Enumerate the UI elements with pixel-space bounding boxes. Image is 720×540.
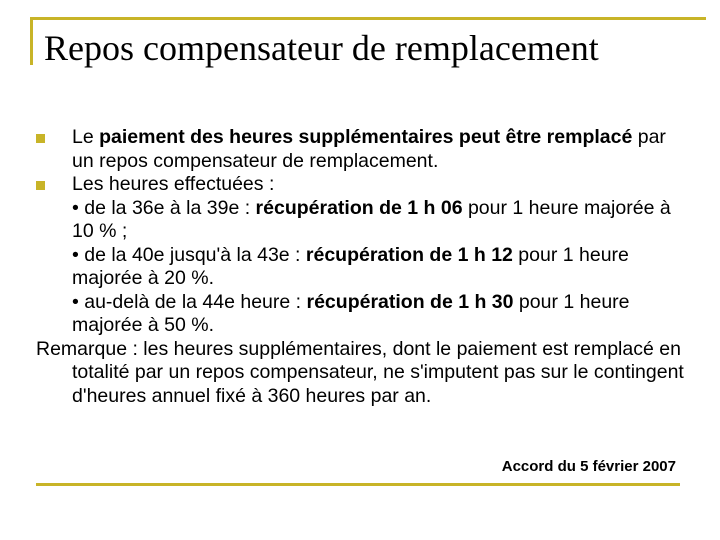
sub-text-pre: • de la 40e jusqu'à la 43e : bbox=[72, 243, 306, 266]
sub-text-pre: • au-delà de la 44e heure : bbox=[72, 290, 307, 313]
square-bullet-icon bbox=[36, 181, 45, 190]
sub-item-36-39 bbox=[72, 197, 686, 244]
sub-text-post: pour 1 heure majorée à 10 % ; bbox=[72, 196, 671, 242]
bullet-text-1b: paiement des heures supplémentaires peut être remplacé bbox=[99, 126, 633, 148]
slide-title: Repos compensateur de remplacement bbox=[44, 28, 599, 68]
top-border bbox=[30, 17, 706, 20]
source-citation: Accord du 5 février 2007 bbox=[501, 458, 676, 475]
square-bullet-icon bbox=[36, 134, 45, 143]
remark-paragraph: Remarque : les heures supplémentaires, dont le paiement est remplacé en totalité par un repos compensateur, ne s'imputent pas sur le contingent d'heures annuel fixé à 360 heures par an. bbox=[36, 337, 684, 407]
bullet-text-2: Les heures effectuées : bbox=[72, 173, 275, 195]
bullet-item-paiement bbox=[36, 126, 686, 173]
sub-text-bold: récupération de 1 h 06 bbox=[255, 196, 463, 219]
sub-item-40-43 bbox=[72, 244, 686, 291]
bullet-text-1a: Le bbox=[72, 126, 100, 148]
slide-body bbox=[36, 126, 686, 408]
bottom-border bbox=[36, 483, 680, 486]
sub-text-post: pour 1 heure majorée à 20 %. bbox=[72, 243, 629, 289]
bullet-item-heures bbox=[36, 173, 686, 338]
sub-text-bold: récupération de 1 h 30 bbox=[306, 290, 514, 313]
sub-text-post: pour 1 heure majorée à 50 %. bbox=[72, 290, 630, 336]
left-border bbox=[30, 17, 33, 65]
sub-item-44-plus bbox=[72, 291, 686, 338]
sub-text-bold: récupération de 1 h 12 bbox=[305, 243, 513, 266]
sub-text-pre: • de la 36e à la 39e : bbox=[72, 196, 256, 219]
bullet-text-1c: par un repos compensateur de remplacement. bbox=[72, 126, 666, 172]
